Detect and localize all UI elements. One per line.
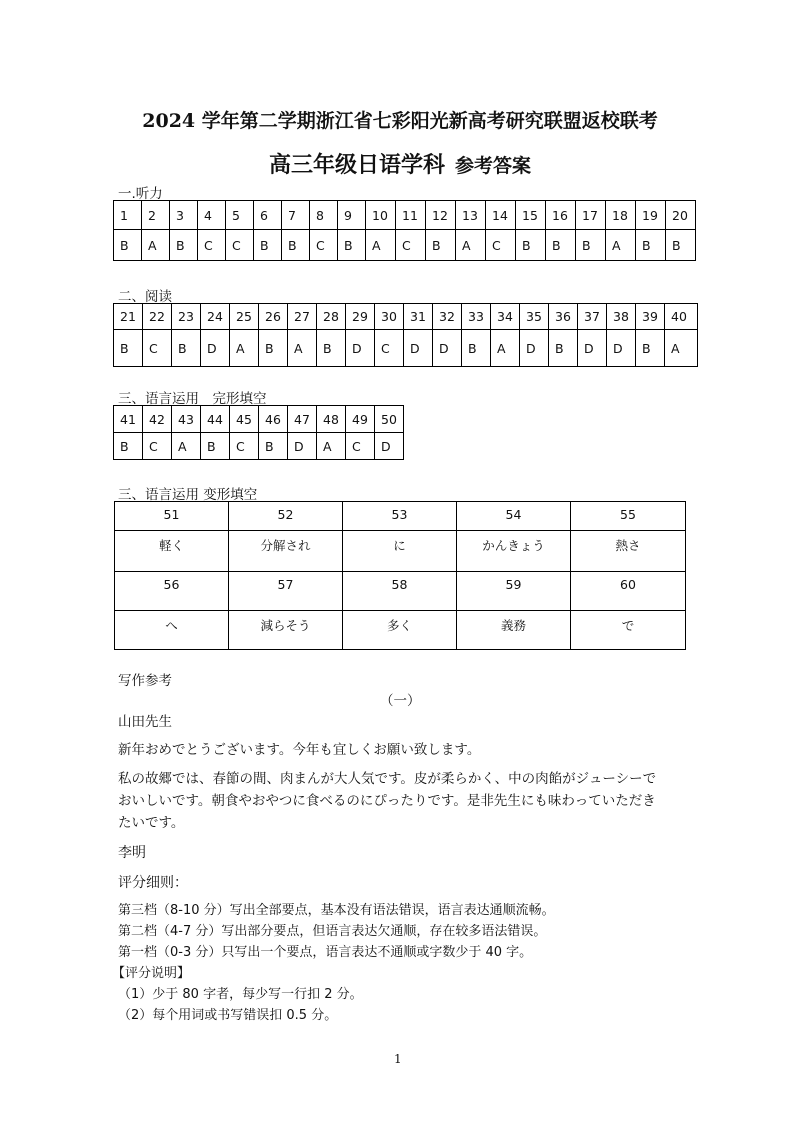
writing-signature: 李明	[118, 845, 146, 861]
listening-number-row	[114, 201, 696, 230]
question-number: 47	[288, 406, 317, 433]
question-number: 50	[375, 406, 404, 433]
question-number: 6	[254, 201, 282, 230]
question-number: 43	[172, 406, 201, 433]
answer-cell: C	[198, 230, 226, 261]
question-number: 30	[375, 304, 404, 330]
reading-label: 二、阅读	[118, 289, 172, 305]
answer-cell: C	[226, 230, 254, 261]
answer-cell: B	[666, 230, 696, 261]
question-number: 56	[115, 572, 229, 611]
answer-cell: C	[396, 230, 426, 261]
question-number: 13	[456, 201, 486, 230]
grading-label: 评分细则：	[118, 875, 188, 891]
question-number: 53	[343, 502, 457, 531]
answer-cell: B	[636, 230, 666, 261]
answer-cell: 分解され	[229, 531, 343, 572]
answer-cell: かんきょう	[457, 531, 571, 572]
question-number: 49	[346, 406, 375, 433]
answer-cell: B	[282, 230, 310, 261]
question-number: 4	[198, 201, 226, 230]
listening-answer-table	[113, 200, 696, 261]
answer-cell: A	[456, 230, 486, 261]
transform-label: 三、语言运用 变形填空	[118, 487, 258, 503]
question-number: 16	[546, 201, 576, 230]
page-number: 1	[394, 1052, 402, 1066]
question-number: 35	[520, 304, 549, 330]
question-number: 7	[282, 201, 310, 230]
answer-cell: B	[259, 433, 288, 460]
answer-cell: B	[576, 230, 606, 261]
question-number: 52	[229, 502, 343, 531]
cloze-answer-table	[113, 405, 404, 460]
question-number: 28	[317, 304, 346, 330]
answer-cell: D	[607, 330, 636, 367]
question-number: 12	[426, 201, 456, 230]
answer-cell: A	[317, 433, 346, 460]
answer-cell: A	[172, 433, 201, 460]
question-number: 40	[665, 304, 698, 330]
question-number: 29	[346, 304, 375, 330]
question-number: 10	[366, 201, 396, 230]
answer-cell: A	[230, 330, 259, 367]
question-number: 26	[259, 304, 288, 330]
grading-tier-2: 第二档（4-7 分）写出部分要点，但语言表达欠通顺，存在较多语法错误。	[118, 924, 547, 939]
question-number: 33	[462, 304, 491, 330]
question-number: 46	[259, 406, 288, 433]
question-number: 18	[606, 201, 636, 230]
answer-cell: B	[636, 330, 665, 367]
writing-salutation: 山田先生	[118, 714, 172, 730]
writing-paragraph-line-3: たいです。	[118, 815, 185, 831]
answer-cell: 義務	[457, 611, 571, 650]
question-number: 38	[607, 304, 636, 330]
answer-cell: 減らそう	[229, 611, 343, 650]
question-number: 60	[571, 572, 686, 611]
grading-tier-3: 第三档（8-10 分）写出全部要点，基本没有语法错误，语言表达通顺流畅。	[118, 903, 555, 918]
question-number: 8	[310, 201, 338, 230]
answer-cell: A	[491, 330, 520, 367]
question-number: 57	[229, 572, 343, 611]
document-subtitle	[0, 148, 800, 179]
question-number: 55	[571, 502, 686, 531]
answer-cell: B	[170, 230, 198, 261]
writing-label: 写作参考	[118, 673, 172, 689]
answer-cell: C	[486, 230, 516, 261]
answer-cell: D	[520, 330, 549, 367]
subtitle-suffix: 参考答案	[455, 155, 532, 177]
transform-answer-row-1	[115, 531, 686, 572]
question-number: 3	[170, 201, 198, 230]
grading-note-2: （2）每个用词或书写错误扣 0.5 分。	[118, 1008, 338, 1023]
listening-label: 一.听力	[118, 186, 163, 202]
question-number: 14	[486, 201, 516, 230]
question-number: 42	[143, 406, 172, 433]
question-number: 54	[457, 502, 571, 531]
question-number: 9	[338, 201, 366, 230]
answer-cell: B	[254, 230, 282, 261]
question-number: 44	[201, 406, 230, 433]
answer-cell: C	[143, 433, 172, 460]
answer-cell: B	[114, 433, 143, 460]
answer-cell: 多く	[343, 611, 457, 650]
answer-cell: B	[549, 330, 578, 367]
answer-cell: C	[310, 230, 338, 261]
answer-cell: C	[346, 433, 375, 460]
question-number: 2	[142, 201, 170, 230]
question-number: 51	[115, 502, 229, 531]
transform-answer-table	[114, 501, 686, 650]
answer-cell: D	[578, 330, 607, 367]
question-number: 32	[433, 304, 462, 330]
question-number: 39	[636, 304, 665, 330]
answer-cell: B	[114, 330, 143, 367]
question-number: 1	[114, 201, 142, 230]
answer-cell: B	[516, 230, 546, 261]
question-number: 24	[201, 304, 230, 330]
transform-answer-row-2	[115, 611, 686, 650]
reading-answer-table	[113, 303, 698, 367]
question-number: 48	[317, 406, 346, 433]
answer-cell: C	[230, 433, 259, 460]
answer-cell: へ	[115, 611, 229, 650]
answer-cell: D	[346, 330, 375, 367]
answer-cell: A	[366, 230, 396, 261]
reading-answer-row	[114, 330, 698, 367]
grading-tier-1: 第一档（0-3 分）只写出一个要点，语言表达不通顺或字数少于 40 字。	[118, 945, 533, 960]
question-number: 22	[143, 304, 172, 330]
answer-cell: B	[172, 330, 201, 367]
answer-cell: B	[259, 330, 288, 367]
answer-cell: B	[338, 230, 366, 261]
answer-cell: B	[546, 230, 576, 261]
answer-cell: D	[375, 433, 404, 460]
answer-cell: B	[426, 230, 456, 261]
grading-note-1: （1）少于 80 字者，每少写一行扣 2 分。	[118, 987, 363, 1002]
answer-cell: C	[143, 330, 172, 367]
answer-cell: D	[404, 330, 433, 367]
question-number: 31	[404, 304, 433, 330]
question-number: 15	[516, 201, 546, 230]
question-number: 17	[576, 201, 606, 230]
answer-cell: A	[142, 230, 170, 261]
answer-cell: B	[114, 230, 142, 261]
cloze-label: 三、语言运用 完形填空	[118, 391, 267, 407]
subtitle-main: 高三年级日语学科	[268, 152, 445, 178]
cloze-answer-row	[114, 433, 404, 460]
question-number: 19	[636, 201, 666, 230]
listening-answer-row	[114, 230, 696, 261]
reading-number-row	[114, 304, 698, 330]
answer-cell: に	[343, 531, 457, 572]
question-number: 5	[226, 201, 254, 230]
writing-paragraph-line-2: おいしいです。朝食やおやつに食べるのにぴったりです。是非先生にも味わっていただき	[118, 793, 656, 809]
answer-cell: A	[606, 230, 636, 261]
answer-cell: B	[201, 433, 230, 460]
cloze-number-row	[114, 406, 404, 433]
question-number: 25	[230, 304, 259, 330]
answer-cell: D	[433, 330, 462, 367]
question-number: 41	[114, 406, 143, 433]
writing-part-marker: （一）	[380, 693, 421, 709]
answer-cell: 熱さ	[571, 531, 686, 572]
grading-notes-label: 【评分说明】	[112, 966, 191, 981]
answer-cell: C	[375, 330, 404, 367]
answer-cell: D	[201, 330, 230, 367]
document-title: 2024 学年第二学期浙江省七彩阳光新高考研究联盟返校联考	[142, 110, 658, 132]
answer-cell: B	[462, 330, 491, 367]
answer-cell: 軽く	[115, 531, 229, 572]
question-number: 11	[396, 201, 426, 230]
answer-cell: で	[571, 611, 686, 650]
question-number: 58	[343, 572, 457, 611]
answer-cell: A	[288, 330, 317, 367]
transform-number-row-1	[115, 502, 686, 531]
question-number: 59	[457, 572, 571, 611]
answer-cell: A	[665, 330, 698, 367]
question-number: 34	[491, 304, 520, 330]
question-number: 27	[288, 304, 317, 330]
writing-paragraph-line-1: 私の故郷では、春節の間、肉まんが大人気です。皮が柔らかく、中の肉餡がジューシーで	[118, 771, 657, 787]
transform-number-row-2	[115, 572, 686, 611]
question-number: 20	[666, 201, 696, 230]
writing-line-1: 新年おめでとうございます。今年も宜しくお願い致します。	[118, 742, 481, 758]
answer-cell: B	[317, 330, 346, 367]
question-number: 21	[114, 304, 143, 330]
question-number: 37	[578, 304, 607, 330]
answer-cell: D	[288, 433, 317, 460]
question-number: 23	[172, 304, 201, 330]
question-number: 36	[549, 304, 578, 330]
question-number: 45	[230, 406, 259, 433]
